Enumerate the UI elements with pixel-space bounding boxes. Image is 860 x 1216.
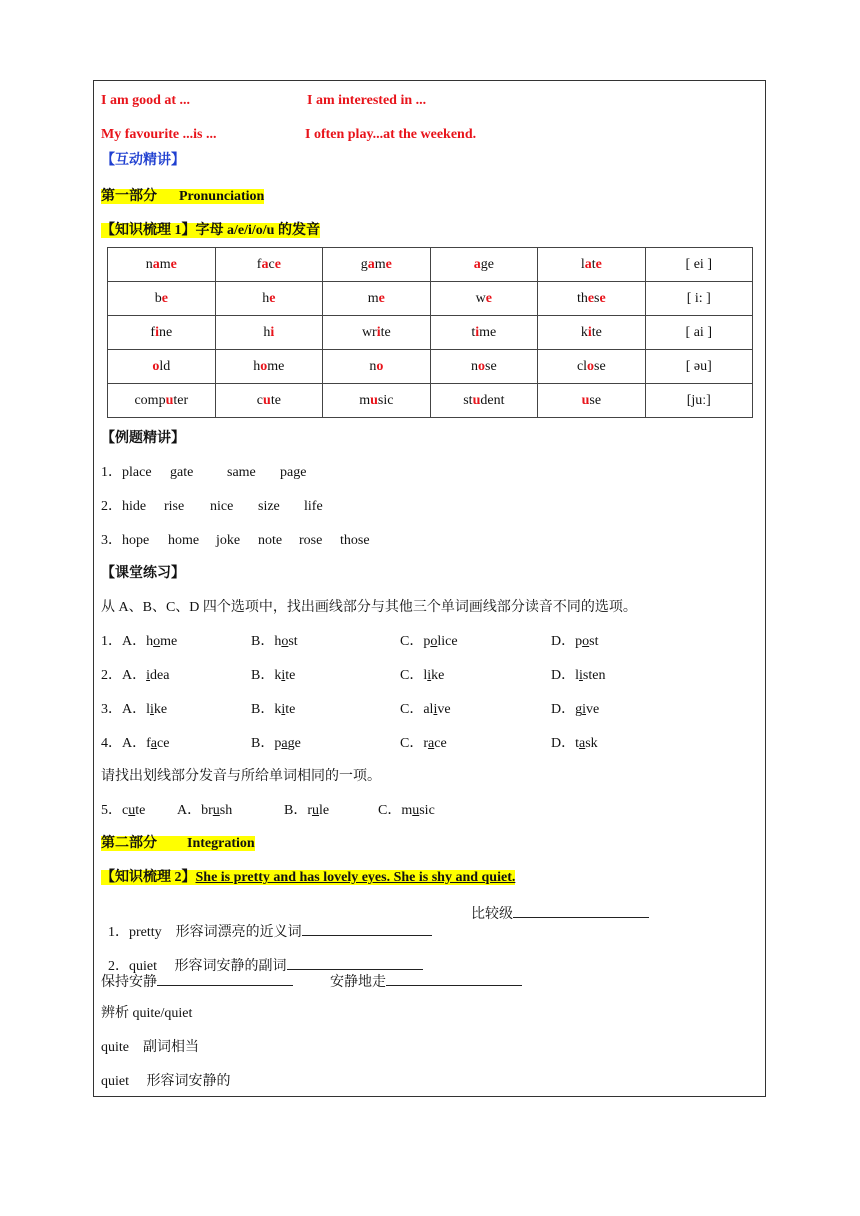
word-part: st xyxy=(589,634,599,649)
word-part: ke xyxy=(431,668,445,683)
question-number: 1． xyxy=(101,634,122,649)
vowel-highlight: e xyxy=(170,256,177,272)
vowel-highlight: u xyxy=(263,392,271,408)
vowel-highlight: a xyxy=(152,256,160,272)
option-letter: A． xyxy=(122,668,147,683)
word-part: f xyxy=(256,256,262,272)
question-5-word xyxy=(101,802,145,820)
table-row xyxy=(108,248,753,282)
word-part: r xyxy=(423,736,429,751)
word-part: l xyxy=(146,702,151,717)
item-walk-quietly-text: 安静地走 xyxy=(330,975,386,990)
word-part: k xyxy=(274,702,282,717)
word-cell xyxy=(108,384,216,418)
word-part: p xyxy=(423,634,431,649)
word-part: se xyxy=(594,358,606,374)
underlined-letter: i xyxy=(433,702,438,717)
question-option[interactable] xyxy=(251,667,295,685)
part2-title: Integration xyxy=(187,836,255,851)
phonetic-cell: [ əu] xyxy=(645,350,752,384)
option-letter: C． xyxy=(400,668,424,683)
word-part: t xyxy=(471,324,476,340)
item-quiet-adj: quiet 形容词安静的 xyxy=(101,1074,231,1089)
question-option[interactable] xyxy=(101,633,177,651)
word-part: ge xyxy=(480,256,494,272)
word-part: ce xyxy=(157,736,170,751)
word-part: ne xyxy=(158,324,173,340)
example-word: same xyxy=(227,465,256,480)
word-part: br xyxy=(201,803,213,818)
phonetic-cell: [ ei ] xyxy=(645,248,752,282)
word-part: p xyxy=(274,736,282,751)
option-letter: C． xyxy=(378,803,402,818)
underlined-letter: u xyxy=(412,803,420,818)
practice-heading: 【课堂练习】 xyxy=(101,566,185,581)
word-part: dea xyxy=(150,668,170,683)
phrase-often-play: I often play...at the weekend. xyxy=(305,127,477,142)
part2-heading xyxy=(101,835,255,853)
word-part: me xyxy=(479,324,497,340)
word-part: h xyxy=(253,358,261,374)
vowel-highlight: e xyxy=(587,290,595,306)
vowel-highlight: o xyxy=(152,358,160,374)
example-word: 2．hide xyxy=(101,499,147,514)
vowel-highlight: e xyxy=(385,256,392,272)
question-option[interactable] xyxy=(551,735,598,753)
word-part: wr xyxy=(361,324,377,340)
blank[interactable] xyxy=(386,971,522,986)
example-word: 1．place xyxy=(101,465,152,480)
example-word: rise xyxy=(164,499,185,514)
word-part: m xyxy=(159,256,171,272)
word-part: t xyxy=(575,736,580,751)
option-letter: B． xyxy=(284,803,308,818)
vowel-highlight: o xyxy=(587,358,595,374)
option-letter: B． xyxy=(251,702,275,717)
word-cell xyxy=(430,316,538,350)
word-part: w xyxy=(475,290,486,306)
option-letter: C． xyxy=(400,634,424,649)
option-letter: B． xyxy=(251,736,275,751)
item-quite: quite 副词相当 xyxy=(101,1040,199,1055)
word-part: p xyxy=(575,634,583,649)
part1-title: Pronunciation xyxy=(179,189,265,204)
word-cell xyxy=(430,350,538,384)
vowel-highlight: a xyxy=(261,256,269,272)
word-part: m xyxy=(359,392,371,408)
example-word: life xyxy=(304,499,323,514)
question-option[interactable] xyxy=(551,633,598,651)
word-cell xyxy=(430,248,538,282)
word-part: g xyxy=(575,702,583,717)
vowel-highlight: o xyxy=(260,358,268,374)
word-cell xyxy=(538,384,645,418)
underlined-letter: a xyxy=(281,736,288,751)
word-part: th xyxy=(576,290,588,306)
knowledge-point-2 xyxy=(101,869,515,887)
word-cell xyxy=(538,316,645,350)
word-part: st xyxy=(288,634,298,649)
table-row xyxy=(108,282,753,316)
underlined-letter: a xyxy=(428,736,435,751)
option-letter: A． xyxy=(122,702,147,717)
word-part: ge xyxy=(287,736,301,751)
underlined-letter: u xyxy=(128,803,136,818)
option-letter: D． xyxy=(551,634,576,649)
word-part: l xyxy=(580,256,585,272)
item-keep-quiet-text: 保持安静 xyxy=(101,975,157,990)
word-part: h xyxy=(146,634,154,649)
vowel-highlight: u xyxy=(370,392,378,408)
part2-label: 第二部分 xyxy=(101,836,157,851)
vowel-highlight: i xyxy=(270,324,275,340)
question-number: 3． xyxy=(101,702,122,717)
word-part: k xyxy=(274,668,282,683)
examples-heading: 【例题精讲】 xyxy=(101,431,185,446)
word-part: f xyxy=(146,736,151,751)
hudong-heading: 【互动精讲】 xyxy=(101,153,185,168)
word-cell xyxy=(108,316,216,350)
knowledge-point-1 xyxy=(101,222,320,240)
phonetic-cell: [ ai ] xyxy=(645,316,752,350)
word-part: c xyxy=(268,256,275,272)
table-row xyxy=(108,316,753,350)
blank[interactable] xyxy=(302,921,432,936)
vowel-highlight: e xyxy=(269,290,276,306)
example-word: nice xyxy=(210,499,234,514)
phonetic-cell: [ i: ] xyxy=(645,282,752,316)
vowel-highlight: e xyxy=(378,290,385,306)
table-row xyxy=(108,350,753,384)
question-option[interactable] xyxy=(400,633,458,651)
word-part: sh xyxy=(219,803,233,818)
word-part: h xyxy=(263,324,271,340)
vowel-highlight: u xyxy=(581,392,590,408)
word-cell xyxy=(108,282,216,316)
word-cell xyxy=(538,350,645,384)
example-word: those xyxy=(340,533,370,548)
underlined-letter: o xyxy=(281,634,289,649)
word-cell xyxy=(215,248,322,282)
underlined-letter: o xyxy=(430,634,438,649)
word-cell xyxy=(538,282,645,316)
question-option[interactable] xyxy=(551,667,605,685)
option-letter: D． xyxy=(551,702,576,717)
vowel-highlight: e xyxy=(274,256,281,272)
word-part: l xyxy=(423,668,428,683)
word-cell xyxy=(430,384,538,418)
word-part: se xyxy=(589,392,602,408)
question-option[interactable] xyxy=(101,701,167,719)
word-cell xyxy=(323,282,430,316)
question-number: 2． xyxy=(101,668,122,683)
instruction-2: 请找出划线部分发音与所给单词相同的一项。 xyxy=(101,769,381,784)
word-part: k xyxy=(580,324,588,340)
vowel-highlight: i xyxy=(155,324,159,340)
vowel-highlight: i xyxy=(587,324,592,340)
item-comparative-text: 比较级 xyxy=(471,907,513,922)
question-number: 4． xyxy=(101,736,122,751)
underlined-letter: o xyxy=(582,634,590,649)
underlined-letter: i xyxy=(150,702,154,717)
word-part: te xyxy=(135,803,146,818)
example-word: size xyxy=(258,499,280,514)
table-row xyxy=(108,384,753,418)
word-part: n xyxy=(369,358,377,374)
option-letter: B． xyxy=(251,668,275,683)
vowel-highlight: e xyxy=(485,290,493,306)
knowledge-point-2-prefix: 【知识梳理 2】 xyxy=(101,870,196,885)
word-part: le xyxy=(319,803,330,818)
word-part: r xyxy=(307,803,313,818)
vowel-highlight: o xyxy=(376,358,384,374)
word-part: t xyxy=(591,256,596,272)
blank[interactable] xyxy=(287,955,423,970)
word-cell xyxy=(108,248,216,282)
example-word: page xyxy=(280,465,307,480)
vowel-highlight: a xyxy=(473,256,481,272)
word-part: s xyxy=(594,290,600,306)
word-part: l xyxy=(575,668,580,683)
word-part: ve xyxy=(437,702,451,717)
word-part: m xyxy=(367,290,379,306)
question-option[interactable] xyxy=(251,701,295,719)
word-cell xyxy=(323,316,430,350)
word-cell xyxy=(430,282,538,316)
word-part: sic xyxy=(419,803,435,818)
question-option[interactable] xyxy=(400,667,444,685)
word-part: b xyxy=(154,290,162,306)
option-letter: A． xyxy=(177,803,202,818)
phrase-favourite: My favourite ...is ... xyxy=(101,127,217,142)
example-word: gate xyxy=(170,465,194,480)
option-letter: D． xyxy=(551,668,576,683)
question-option[interactable] xyxy=(400,735,447,753)
item-pretty-text: 1．pretty 形容词漂亮的近义词 xyxy=(108,925,302,940)
item-walk-quietly xyxy=(330,971,522,992)
vowel-highlight: a xyxy=(367,256,375,272)
underlined-letter: i xyxy=(146,668,151,683)
example-word: joke xyxy=(216,533,241,548)
word-part: n xyxy=(145,256,153,272)
word-part: c xyxy=(256,392,264,408)
vowel-highlight: e xyxy=(595,256,602,272)
option-letter: B． xyxy=(251,634,275,649)
vowel-highlight: e xyxy=(161,290,168,306)
option-letter: A． xyxy=(122,736,147,751)
vowel-highlight: o xyxy=(478,358,485,374)
word-part: te xyxy=(591,324,602,340)
word-part: te xyxy=(285,668,296,683)
question-option[interactable] xyxy=(251,633,298,651)
word-part: me xyxy=(267,358,285,374)
underlined-letter: a xyxy=(150,736,158,751)
word-cell xyxy=(323,350,430,384)
vowel-highlight: u xyxy=(165,392,174,408)
example-word: note xyxy=(258,533,283,548)
item-comparative xyxy=(471,903,649,924)
vowel-highlight: a xyxy=(584,256,592,272)
blank[interactable] xyxy=(157,971,293,986)
blank[interactable] xyxy=(513,903,649,918)
question-option[interactable] xyxy=(251,735,301,753)
word-part: f xyxy=(150,324,156,340)
underlined-letter: i xyxy=(281,668,286,683)
underlined-letter: i xyxy=(579,668,583,683)
word-cell xyxy=(215,316,322,350)
word-part: sk xyxy=(585,736,598,751)
word-part: cl xyxy=(576,358,588,374)
item-keep-quiet xyxy=(101,971,293,992)
question-option[interactable] xyxy=(101,735,169,753)
word-part: sten xyxy=(582,668,606,683)
word-part: te xyxy=(380,324,391,340)
word-part: g xyxy=(360,256,368,272)
part1-heading xyxy=(101,188,264,206)
word-part: n xyxy=(471,358,478,374)
phonetic-cell: [juː] xyxy=(645,384,752,418)
option-letter: D． xyxy=(551,736,576,751)
underlined-letter: o xyxy=(153,634,161,649)
word-part: ter xyxy=(173,392,189,408)
word-part: me xyxy=(160,634,178,649)
question-option[interactable] xyxy=(177,802,232,820)
question-option[interactable] xyxy=(551,701,599,719)
example-word: rose xyxy=(299,533,323,548)
option-letter: A． xyxy=(122,634,147,649)
part1-label: 第一部分 xyxy=(101,189,157,204)
example-word: 3．hope xyxy=(101,533,150,548)
underlined-letter: i xyxy=(427,668,432,683)
question-option[interactable] xyxy=(378,802,435,820)
word-cell xyxy=(215,384,322,418)
word-cell xyxy=(323,384,430,418)
word-part: ve xyxy=(586,702,600,717)
word-part: lice xyxy=(437,634,458,649)
word-part: ke xyxy=(153,702,168,717)
option-letter: C． xyxy=(400,702,424,717)
word-part: m xyxy=(401,803,413,818)
vowel-highlight: i xyxy=(376,324,381,340)
word-part: se xyxy=(485,358,497,374)
underlined-letter: u xyxy=(212,803,220,818)
word-part: m xyxy=(374,256,386,272)
word-part: sic xyxy=(377,392,394,408)
word-cell xyxy=(538,248,645,282)
word-part: ce xyxy=(434,736,447,751)
phrase-interested-in: I am interested in ... xyxy=(307,93,427,108)
vowel-highlight: u xyxy=(472,392,481,408)
word-part: al xyxy=(423,702,434,717)
phonics-table xyxy=(107,247,753,418)
practice-instruction: 从 A、B、C、D 四个选项中，找出画线部分与其他三个单词画线部分读音不同的选项。 xyxy=(101,600,637,615)
word-part: st xyxy=(463,392,473,408)
word-part: te xyxy=(270,392,281,408)
item-quiet-text: 2．quiet 形容词安静的副词 xyxy=(108,959,287,974)
word-part: comp xyxy=(134,392,166,408)
question-option[interactable] xyxy=(400,701,451,719)
question-option[interactable] xyxy=(284,802,329,820)
word-part: c xyxy=(122,803,129,818)
word-part: te xyxy=(285,702,296,717)
underlined-letter: i xyxy=(281,702,286,717)
knowledge-point-2-text: She is pretty and has lovely eyes. She is shy and quiet. xyxy=(195,870,516,885)
question-number: 5． xyxy=(101,803,122,818)
underlined-letter: a xyxy=(579,736,586,751)
word-cell xyxy=(323,248,430,282)
underlined-letter: i xyxy=(582,702,587,717)
question-option[interactable] xyxy=(101,667,169,685)
option-letter: C． xyxy=(400,736,424,751)
word-cell xyxy=(108,350,216,384)
word-part: ld xyxy=(159,358,171,374)
word-part: h xyxy=(274,634,282,649)
word-part: dent xyxy=(480,392,505,408)
knowledge-point-1-text: 【知识梳理 1】字母 a/e/i/o/u 的发音 xyxy=(101,223,320,238)
phrase-good-at: I am good at ... xyxy=(101,93,191,108)
vowel-highlight: i xyxy=(475,324,480,340)
underlined-letter: u xyxy=(312,803,320,818)
word-cell xyxy=(215,282,322,316)
vowel-highlight: e xyxy=(599,290,606,306)
word-part: h xyxy=(262,290,270,306)
word-cell xyxy=(215,350,322,384)
example-word: home xyxy=(168,533,200,548)
item-distinguish: 辨析 quite/quiet xyxy=(101,1006,193,1021)
